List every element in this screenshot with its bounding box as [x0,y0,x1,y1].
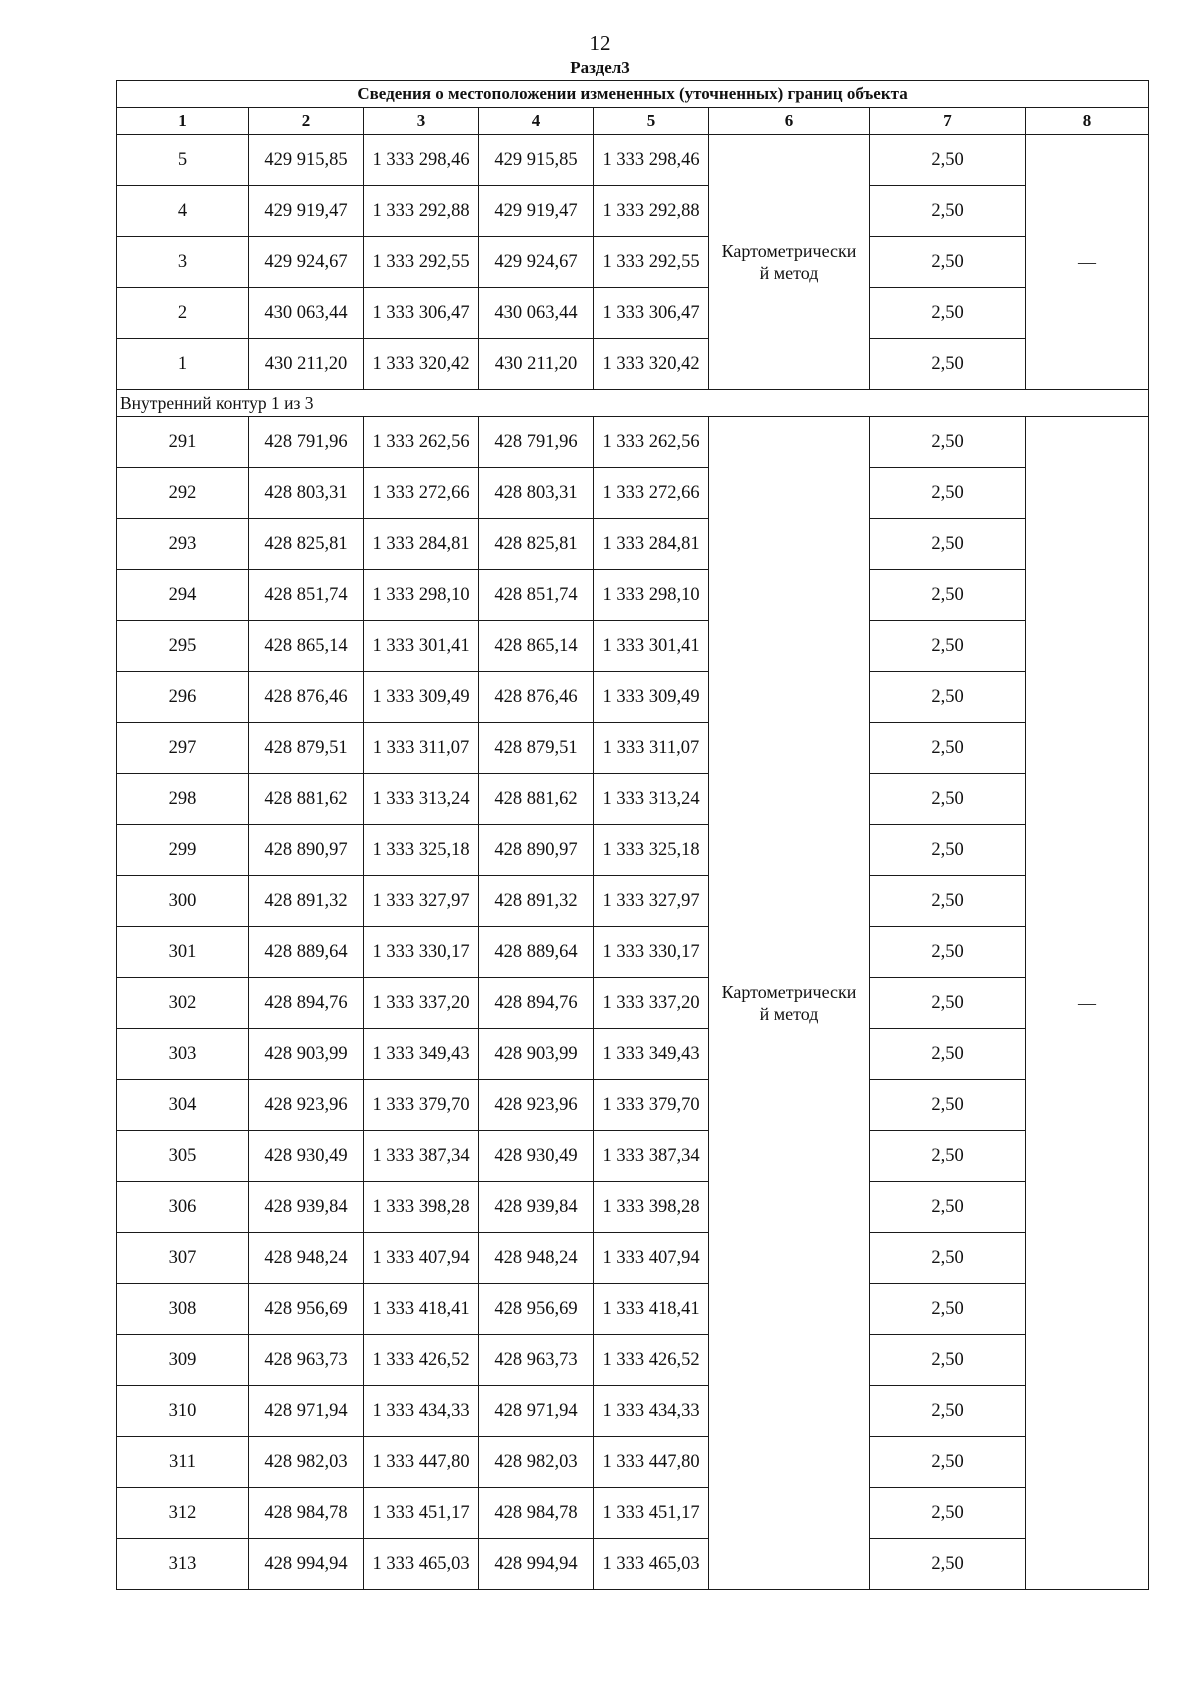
column-header: 2 [249,108,364,135]
y-coordinate-cell: 1 333 418,41 [594,1284,709,1335]
y-coordinate-cell: 1 333 327,97 [594,876,709,927]
x-coordinate-cell: 428 894,76 [249,978,364,1029]
x-coordinate-cell: 428 948,24 [479,1233,594,1284]
contour-label-row [117,390,1149,417]
method-text-line: Картометрически [721,982,857,1002]
y-coordinate-cell: 1 333 325,18 [364,825,479,876]
table-row [117,1284,1149,1335]
table-row [117,978,1149,1029]
error-value-cell: 2,50 [870,723,1026,774]
x-coordinate-cell: 428 948,24 [249,1233,364,1284]
y-coordinate-cell: 1 333 284,81 [594,519,709,570]
error-value-cell: 2,50 [870,1233,1026,1284]
error-value-cell: 2,50 [870,672,1026,723]
error-value-cell: 2,50 [870,774,1026,825]
column-8-cell: — [1026,417,1149,1590]
y-coordinate-cell: 1 333 407,94 [594,1233,709,1284]
y-coordinate-cell: 1 333 298,46 [364,135,479,186]
x-coordinate-cell: 428 851,74 [479,570,594,621]
method-cell [709,417,870,1590]
x-coordinate-cell: 428 939,84 [249,1182,364,1233]
y-coordinate-cell: 1 333 465,03 [594,1539,709,1590]
y-coordinate-cell: 1 333 320,42 [594,339,709,390]
y-coordinate-cell: 1 333 426,52 [364,1335,479,1386]
method-text-line: й метод [759,263,819,283]
column-header: 1 [117,108,249,135]
y-coordinate-cell: 1 333 292,88 [364,186,479,237]
x-coordinate-cell: 428 963,73 [479,1335,594,1386]
table-row [117,135,1149,186]
error-value-cell: 2,50 [870,876,1026,927]
x-coordinate-cell: 428 825,81 [249,519,364,570]
x-coordinate-cell: 428 825,81 [479,519,594,570]
error-value-cell: 2,50 [870,519,1026,570]
y-coordinate-cell: 1 333 447,80 [594,1437,709,1488]
y-coordinate-cell: 1 333 434,33 [364,1386,479,1437]
x-coordinate-cell: 428 982,03 [249,1437,364,1488]
table-row [117,1029,1149,1080]
point-number-cell: 306 [117,1182,249,1233]
y-coordinate-cell: 1 333 387,34 [364,1131,479,1182]
x-coordinate-cell: 430 211,20 [249,339,364,390]
x-coordinate-cell: 428 994,94 [479,1539,594,1590]
error-value-cell: 2,50 [870,288,1026,339]
y-coordinate-cell: 1 333 309,49 [364,672,479,723]
error-value-cell: 2,50 [870,1488,1026,1539]
error-value-cell: 2,50 [870,1029,1026,1080]
x-coordinate-cell: 428 791,96 [249,417,364,468]
x-coordinate-cell: 428 891,32 [479,876,594,927]
table-row [117,468,1149,519]
table-row [117,1386,1149,1437]
table-row [117,774,1149,825]
point-number-cell: 307 [117,1233,249,1284]
x-coordinate-cell: 428 956,69 [479,1284,594,1335]
point-number-cell: 294 [117,570,249,621]
error-value-cell: 2,50 [870,1080,1026,1131]
column-8-cell: — [1026,135,1149,390]
y-coordinate-cell: 1 333 451,17 [594,1488,709,1539]
y-coordinate-cell: 1 333 398,28 [364,1182,479,1233]
x-coordinate-cell: 428 803,31 [249,468,364,519]
table-row [117,186,1149,237]
point-number-cell: 293 [117,519,249,570]
y-coordinate-cell: 1 333 451,17 [364,1488,479,1539]
section-title: Раздел3 [570,58,630,77]
error-value-cell: 2,50 [870,1284,1026,1335]
point-number-cell: 297 [117,723,249,774]
column-header: 7 [870,108,1026,135]
error-value-cell: 2,50 [870,1335,1026,1386]
point-number-cell: 310 [117,1386,249,1437]
y-coordinate-cell: 1 333 426,52 [594,1335,709,1386]
y-coordinate-cell: 1 333 272,66 [364,468,479,519]
y-coordinate-cell: 1 333 325,18 [594,825,709,876]
x-coordinate-cell: 430 063,44 [479,288,594,339]
point-number-cell: 3 [117,237,249,288]
y-coordinate-cell: 1 333 306,47 [594,288,709,339]
y-coordinate-cell: 1 333 398,28 [594,1182,709,1233]
y-coordinate-cell: 1 333 320,42 [364,339,479,390]
y-coordinate-cell: 1 333 292,55 [594,237,709,288]
x-coordinate-cell: 428 963,73 [249,1335,364,1386]
x-coordinate-cell: 428 889,64 [479,927,594,978]
table-row [117,1335,1149,1386]
error-value-cell: 2,50 [870,1131,1026,1182]
table-row [117,519,1149,570]
point-number-cell: 4 [117,186,249,237]
y-coordinate-cell: 1 333 387,34 [594,1131,709,1182]
error-value-cell: 2,50 [870,1437,1026,1488]
table-row [117,1437,1149,1488]
x-coordinate-cell: 428 851,74 [249,570,364,621]
point-number-cell: 302 [117,978,249,1029]
point-number-cell: 2 [117,288,249,339]
x-coordinate-cell: 428 939,84 [479,1182,594,1233]
point-number-cell: 301 [117,927,249,978]
table-row [117,672,1149,723]
y-coordinate-cell: 1 333 447,80 [364,1437,479,1488]
error-value-cell: 2,50 [870,339,1026,390]
error-value-cell: 2,50 [870,237,1026,288]
table-row [117,876,1149,927]
table-body [117,135,1149,1590]
point-number-cell: 313 [117,1539,249,1590]
error-value-cell: 2,50 [870,621,1026,672]
table-row [117,825,1149,876]
column-header: 3 [364,108,479,135]
x-coordinate-cell: 429 915,85 [249,135,364,186]
method-text-line: Картометрически [721,241,857,261]
y-coordinate-cell: 1 333 349,43 [364,1029,479,1080]
y-coordinate-cell: 1 333 272,66 [594,468,709,519]
x-coordinate-cell: 428 903,99 [479,1029,594,1080]
y-coordinate-cell: 1 333 306,47 [364,288,479,339]
point-number-cell: 309 [117,1335,249,1386]
column-header: 8 [1026,108,1149,135]
x-coordinate-cell: 429 915,85 [479,135,594,186]
column-header: 4 [479,108,594,135]
table-row [117,339,1149,390]
point-number-cell: 1 [117,339,249,390]
error-value-cell: 2,50 [870,186,1026,237]
table-row [117,621,1149,672]
x-coordinate-cell: 428 923,96 [479,1080,594,1131]
error-value-cell: 2,50 [870,1182,1026,1233]
table-row [117,927,1149,978]
x-coordinate-cell: 428 865,14 [479,621,594,672]
x-coordinate-cell: 428 791,96 [479,417,594,468]
y-coordinate-cell: 1 333 313,24 [594,774,709,825]
point-number-cell: 300 [117,876,249,927]
y-coordinate-cell: 1 333 337,20 [364,978,479,1029]
y-coordinate-cell: 1 333 262,56 [594,417,709,468]
x-coordinate-cell: 428 876,46 [479,672,594,723]
method-text-line: й метод [759,1004,819,1024]
y-coordinate-cell: 1 333 301,41 [364,621,479,672]
x-coordinate-cell: 428 956,69 [249,1284,364,1335]
x-coordinate-cell: 428 894,76 [479,978,594,1029]
x-coordinate-cell: 428 865,14 [249,621,364,672]
error-value-cell: 2,50 [870,1539,1026,1590]
y-coordinate-cell: 1 333 434,33 [594,1386,709,1437]
error-value-cell: 2,50 [870,570,1026,621]
error-value-cell: 2,50 [870,468,1026,519]
x-coordinate-cell: 428 971,94 [249,1386,364,1437]
point-number-cell: 305 [117,1131,249,1182]
point-number-cell: 299 [117,825,249,876]
x-coordinate-cell: 429 924,67 [479,237,594,288]
x-coordinate-cell: 428 903,99 [249,1029,364,1080]
y-coordinate-cell: 1 333 311,07 [594,723,709,774]
y-coordinate-cell: 1 333 298,10 [594,570,709,621]
x-coordinate-cell: 428 881,62 [479,774,594,825]
table-caption: Сведения о местоположении измененных (уточненных) границ объекта [117,81,1149,108]
point-number-cell: 291 [117,417,249,468]
contour-label: Внутренний контур 1 из 3 [117,390,1149,417]
y-coordinate-cell: 1 333 292,55 [364,237,479,288]
y-coordinate-cell: 1 333 313,24 [364,774,479,825]
x-coordinate-cell: 428 930,49 [249,1131,364,1182]
point-number-cell: 303 [117,1029,249,1080]
method-cell [709,135,870,390]
y-coordinate-cell: 1 333 349,43 [594,1029,709,1080]
y-coordinate-cell: 1 333 284,81 [364,519,479,570]
point-number-cell: 312 [117,1488,249,1539]
y-coordinate-cell: 1 333 327,97 [364,876,479,927]
y-coordinate-cell: 1 333 337,20 [594,978,709,1029]
error-value-cell: 2,50 [870,135,1026,186]
y-coordinate-cell: 1 333 292,88 [594,186,709,237]
x-coordinate-cell: 428 982,03 [479,1437,594,1488]
x-coordinate-cell: 428 984,78 [479,1488,594,1539]
y-coordinate-cell: 1 333 301,41 [594,621,709,672]
y-coordinate-cell: 1 333 407,94 [364,1233,479,1284]
x-coordinate-cell: 428 879,51 [249,723,364,774]
point-number-cell: 308 [117,1284,249,1335]
table-row [117,570,1149,621]
x-coordinate-cell: 428 930,49 [479,1131,594,1182]
point-number-cell: 292 [117,468,249,519]
x-coordinate-cell: 428 876,46 [249,672,364,723]
coordinates-table [116,80,1149,1590]
y-coordinate-cell: 1 333 298,46 [594,135,709,186]
x-coordinate-cell: 429 919,47 [479,186,594,237]
error-value-cell: 2,50 [870,978,1026,1029]
x-coordinate-cell: 429 924,67 [249,237,364,288]
y-coordinate-cell: 1 333 379,70 [364,1080,479,1131]
y-coordinate-cell: 1 333 298,10 [364,570,479,621]
error-value-cell: 2,50 [870,825,1026,876]
point-number-cell: 304 [117,1080,249,1131]
table-row [117,1539,1149,1590]
error-value-cell: 2,50 [870,417,1026,468]
y-coordinate-cell: 1 333 311,07 [364,723,479,774]
table-row [117,288,1149,339]
table-row [117,237,1149,288]
y-coordinate-cell: 1 333 418,41 [364,1284,479,1335]
y-coordinate-cell: 1 333 330,17 [594,927,709,978]
x-coordinate-cell: 428 890,97 [249,825,364,876]
point-number-cell: 298 [117,774,249,825]
table-row [117,1233,1149,1284]
page-number: 12 [589,31,611,55]
y-coordinate-cell: 1 333 309,49 [594,672,709,723]
x-coordinate-cell: 428 923,96 [249,1080,364,1131]
x-coordinate-cell: 428 803,31 [479,468,594,519]
y-coordinate-cell: 1 333 262,56 [364,417,479,468]
x-coordinate-cell: 430 211,20 [479,339,594,390]
x-coordinate-cell: 428 881,62 [249,774,364,825]
table-row [117,1080,1149,1131]
x-coordinate-cell: 429 919,47 [249,186,364,237]
column-header: 5 [594,108,709,135]
x-coordinate-cell: 428 889,64 [249,927,364,978]
x-coordinate-cell: 428 890,97 [479,825,594,876]
y-coordinate-cell: 1 333 379,70 [594,1080,709,1131]
column-header: 6 [709,108,870,135]
x-coordinate-cell: 428 891,32 [249,876,364,927]
x-coordinate-cell: 428 984,78 [249,1488,364,1539]
point-number-cell: 296 [117,672,249,723]
table-row [117,1182,1149,1233]
x-coordinate-cell: 428 879,51 [479,723,594,774]
y-coordinate-cell: 1 333 330,17 [364,927,479,978]
point-number-cell: 5 [117,135,249,186]
x-coordinate-cell: 428 994,94 [249,1539,364,1590]
y-coordinate-cell: 1 333 465,03 [364,1539,479,1590]
error-value-cell: 2,50 [870,1386,1026,1437]
x-coordinate-cell: 430 063,44 [249,288,364,339]
x-coordinate-cell: 428 971,94 [479,1386,594,1437]
table-row [117,1488,1149,1539]
point-number-cell: 311 [117,1437,249,1488]
point-number-cell: 295 [117,621,249,672]
table-row [117,417,1149,468]
error-value-cell: 2,50 [870,927,1026,978]
table-row [117,723,1149,774]
table-row [117,1131,1149,1182]
